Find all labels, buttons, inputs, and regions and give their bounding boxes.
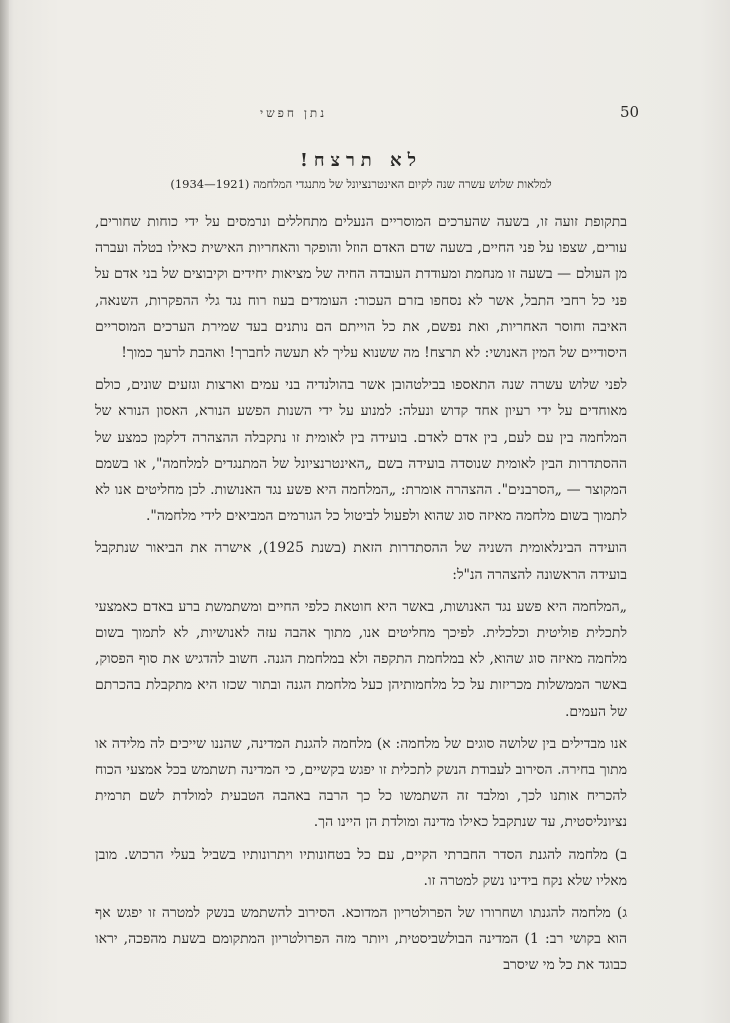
article-body: [95, 150, 627, 985]
paragraph-4: „המלחמה היא פשע נגד האנושות, באשר היא חוטאת כלפי החיים ומשתמשת ברע באדם כאמצעי לתכלית פוליטית וכלכלית. לפיכך מחליטים אנו, מתוך אהבה עזה לאנושיות, לא לתמוך בשום מלחמה מאיזה סוג שהוא, לא במלחמת התקפה ולא במלחמת הגנה. חשוב להדגיש את סוף הפסוק, באשר הממשלות מכריזות על כל מלחמותיהן כעל מלחמת הגנה ובתור שכזו היא מתקבלת בהכרתם של העמים.: [95, 598, 627, 720]
page-fold-shadow: [0, 0, 9, 1023]
page-number: 50: [620, 103, 640, 121]
running-head: נתן חפשי: [260, 106, 328, 120]
paragraph-3: הועידה הבינלאומית השניה של ההסתדרות הזאת (בשנת 1925), אישרה את הביאור שנתקבל בועידה הראשונה להצהרה הנ"ל:: [95, 540, 627, 583]
paragraph-1: בתקופת זועה זו, בשעה שהערכים המוסריים הנעלים מתחללים ונרמסים על ידי כוחות שחורים, עורים, שצפו על פני החיים, בשעה שדם האדם הוזל והופקר והאחריות האישית כאילו בטלה ועברה מן העולם — בשעה זו מנחמת ומעודדת העובדה החיה של מציאות יחידים וקיבוצים של בני אדם על פני כל רחבי התבל, אשר לא נסחפו בזרם העכור: העומדים בעוז רוח נגד גלי ההפקרות, השנאה, האיבה וחוסר האחריות, ואת נפשם, את כל הוייתם הם נותנים בעד שמירת הערכים המוסריים היסודיים של המין האנושי: לא תרצח! מה ששנוא עליך לא תעשה לחברך! ואהבת לרעך כמוך!: [95, 214, 627, 362]
paragraph-2: לפני שלוש עשרה שנה התאספו בבילטהובן אשר בהולנדיה בני עמים וארצות וגזעים שונים, כולם מאוחדים על ידי רעיון אחד קדוש ונעלה: למנוע על ידי השנות הפשע הנורא, האסון הנורא של המלחמה בין עם לעם, בין אדם לאדם. בועידה בין לאומית זו נתקבלה ההצהרה דלקמן כמצע של ההסתדרות הבין לאומית שנוסדה בועידה בשם „האינטרנציונל של המתנגדים למלחמה", או בשמם המקוצר — „הסרבנים". ההצהרה אומרת: „המלחמה היא פשע נגד האנושות. לכן מחליטים אנו לא לתמוך בשום מלחמה מאיזה סוג שהוא ולפעול לביטול כל הגורמים המביאים לידי מלחמה".: [95, 377, 627, 525]
article-subtitle: למלאות שלוש עשרה שנה לקיום האינטרנציונל של מתנגדי המלחמה (1921—1934): [170, 177, 552, 191]
paragraph-6: ב) מלחמה להגנת הסדר החברתי הקיים, עם כל בטחונותיו ויתרונותיו בשביל בעלי הרכוש. מובן מאליו שלא נקח בידינו נשק למטרה זו.: [95, 846, 627, 889]
article-title: לא תרצח!: [299, 150, 423, 171]
paragraph-7: ג) מלחמה להגנתו ושחרורו של הפרולטריון המדוכא. הסירוב להשתמש בנשק למטרה זו יפגש אף הוא בקושי רב: 1) המדינה הבולשביסטית, ויותר מזה הפרולטריון המתקומם בשעת מהפכה, יראו כבוגד את כל מי שיסרב: [95, 905, 628, 974]
paragraph-5: אנו מבדילים בין שלושה סוגים של מלחמה: א) מלחמה להגנת המדינה, שהננו שייכים לה מלידה או מתוך בחירה. הסירוב לעבודת הנשק לתכלית זו יפגש בקשיים, כי המדינה תשתמש בכל אמצעי הכוח להכריח אותנו לכך, ומלבד זה השתמשו כל כך הרבה באהבה הטבעית למולדת לשם תרמית נציונליסטית, עד שנתקבל כאילו מדינה ומולדת הן היינו הך.: [95, 735, 627, 831]
